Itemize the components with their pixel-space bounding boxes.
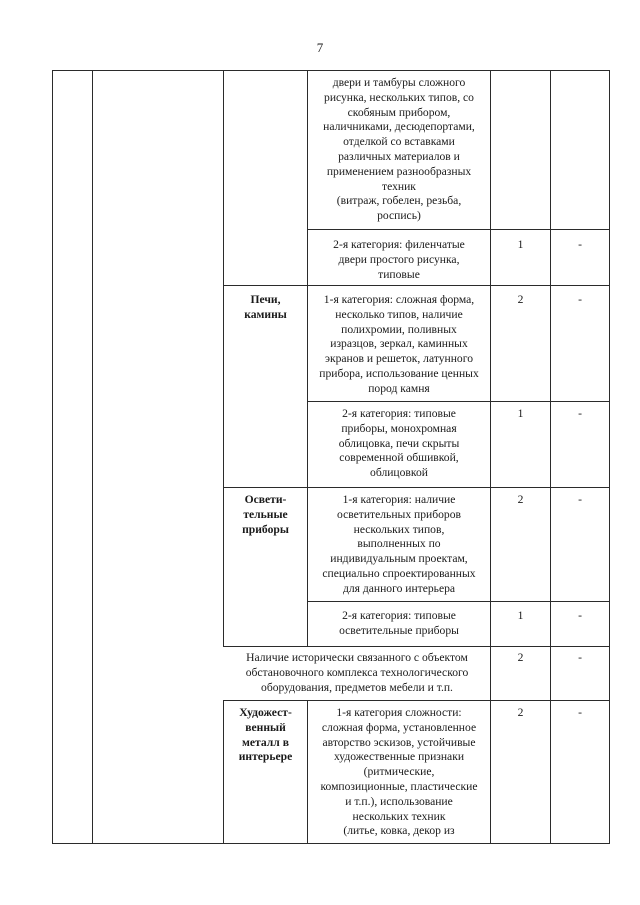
row-description: 1-я категория сложности: сложная форма, установленное авторство эскизов, устойчивые художественные признаки (ритмические, композиционные, пластические и т.п.), использование нескольких техник (литье, ковка, декор из xyxy=(320,706,478,838)
row-extra: - xyxy=(578,407,582,420)
row-group-label: Освети- тельные приборы xyxy=(242,493,289,536)
row-rule-2 xyxy=(223,285,610,286)
row-score: 1 xyxy=(517,609,524,622)
column-rule-5 xyxy=(550,70,551,844)
row-description-wide: Наличие исторически связанного с объектом обстановочного комплекса технологического оборудования, предметов мебели и т.п. xyxy=(245,651,469,694)
row-score: 1 xyxy=(517,238,524,251)
row-rule-5 xyxy=(307,601,610,602)
row-extra: - xyxy=(578,651,582,664)
table-border-bottom xyxy=(52,843,610,844)
table-border-right xyxy=(609,70,610,844)
row-extra: - xyxy=(578,238,582,251)
row-score: 2 xyxy=(517,651,524,664)
row-description: 2-я категория: типовые приборы, монохромная облицовка, печи скрыты современной обшивкой, облицовкой xyxy=(338,407,460,480)
row-extra: - xyxy=(578,609,582,622)
row-description: 1-я категория: сложная форма, несколько типов, наличие полихромии, поливных изразцов, зеркал, каминных экранов и решеток, латунного прибора, использование ценных пород камня xyxy=(319,293,479,395)
row-description: 1-я категория: наличие осветительных приборов нескольких типов, выполненных по индивидуальным проектам, специально спроектированных для данного интерьера xyxy=(322,493,476,595)
row-description: 2-я категория: филенчатые двери простого рисунка, типовые xyxy=(333,238,465,281)
row-description: 2-я категория: типовые осветительные приборы xyxy=(339,609,459,637)
page-number: 7 xyxy=(316,40,324,55)
row-rule-3 xyxy=(307,401,610,402)
column-rule-1 xyxy=(92,70,93,844)
row-rule-6 xyxy=(223,646,610,647)
row-extra: - xyxy=(578,293,582,306)
row-score: 2 xyxy=(517,706,524,719)
column-rule-4 xyxy=(490,70,491,844)
row-group-label: Печи, камины xyxy=(244,293,287,321)
row-score: 1 xyxy=(517,407,524,420)
table-border-left xyxy=(52,70,53,844)
row-rule-4 xyxy=(223,487,610,488)
row-extra: - xyxy=(578,493,582,506)
row-description: двери и тамбуры сложного рисунка, нескольких типов, со скобяным прибором, наличниками, десюдепортами, отделкой со вставками различных материалов и применением разнообразных техник (витраж, гобелен, резьба, роспись) xyxy=(323,76,475,223)
row-rule-1 xyxy=(307,229,610,230)
row-score: 2 xyxy=(517,493,524,506)
row-rule-7 xyxy=(223,700,610,701)
row-extra: - xyxy=(578,706,582,719)
table-border-top xyxy=(52,70,610,71)
row-score: 2 xyxy=(517,293,524,306)
row-group-label: Художест- венный металл в интерьере xyxy=(238,706,293,764)
column-rule-2 xyxy=(223,70,224,646)
